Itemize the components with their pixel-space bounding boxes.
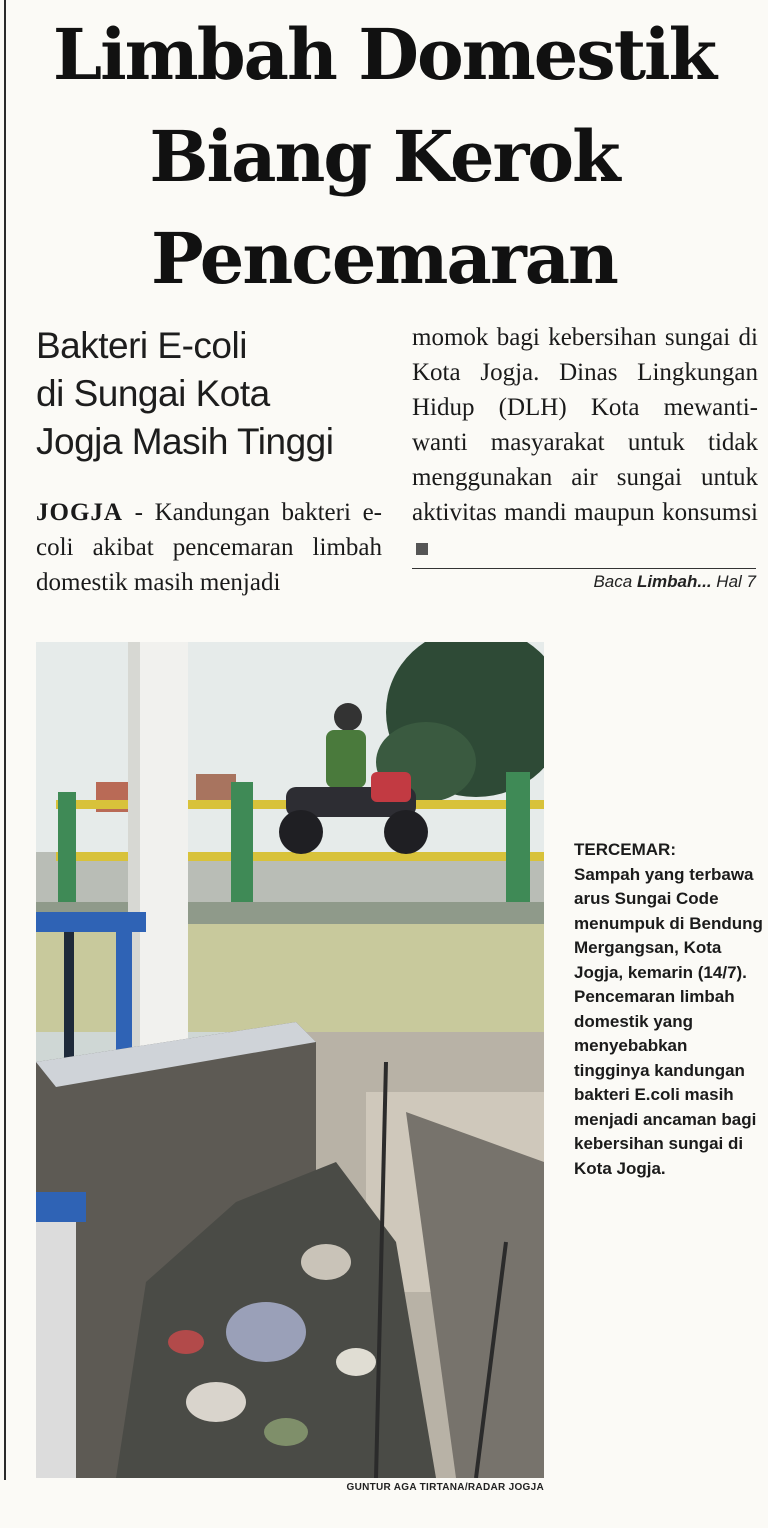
subheadline-line: Bakteri E-coli [36,325,247,366]
dateline: JOGJA [36,499,123,526]
caption-label: TERCEMAR: [574,840,676,859]
headline-line: Limbah Domestik [52,13,716,96]
headline-line: Pencemaran [151,217,617,300]
subheadline [36,322,386,466]
article-text: - Kandungan bakteri e-coli akibat pencemaran limbah domestik masih menjadi [36,499,382,596]
continuation-page: Hal 7 [711,572,756,591]
photo-credit: GUNTUR AGA TIRTANA/RADAR JOGJA [346,1482,544,1493]
headline [0,4,768,310]
photo-caption [574,838,766,1181]
caption-text: Sampah yang terbawa arus Sungai Code menumpuk di Bendung Mergangsan, Kota Jogja, kemarin (14/7). Pencemaran limbah domestik yang menyebabkan tingginya kandungan bakteri E.coli masih menjadi ancaman bagi kebersihan sungai di Kota Jogja. [574,864,763,1178]
river-trash-photo [36,642,544,1478]
continuation-note [412,572,756,592]
subheadline-line: di Sungai Kota [36,373,270,414]
article-column-right [412,320,758,565]
continuation-target: Limbah... [636,572,712,591]
headline-line: Biang Kerok [149,115,619,198]
article-column-left [36,495,382,600]
news-photo [36,642,544,1478]
subheadline-line: Jogja Masih Tinggi [36,421,334,462]
continuation-prefix: Baca [593,572,637,591]
divider [412,568,756,569]
end-mark-icon [416,543,428,555]
article-text: momok bagi kebersihan sungai di Kota Jogja. Dinas Lingkungan Hidup (DLH) Kota mewanti-wanti masyarakat untuk tidak menggunakan air sungai untuk aktivitas mandi maupun konsumsi [412,324,758,526]
